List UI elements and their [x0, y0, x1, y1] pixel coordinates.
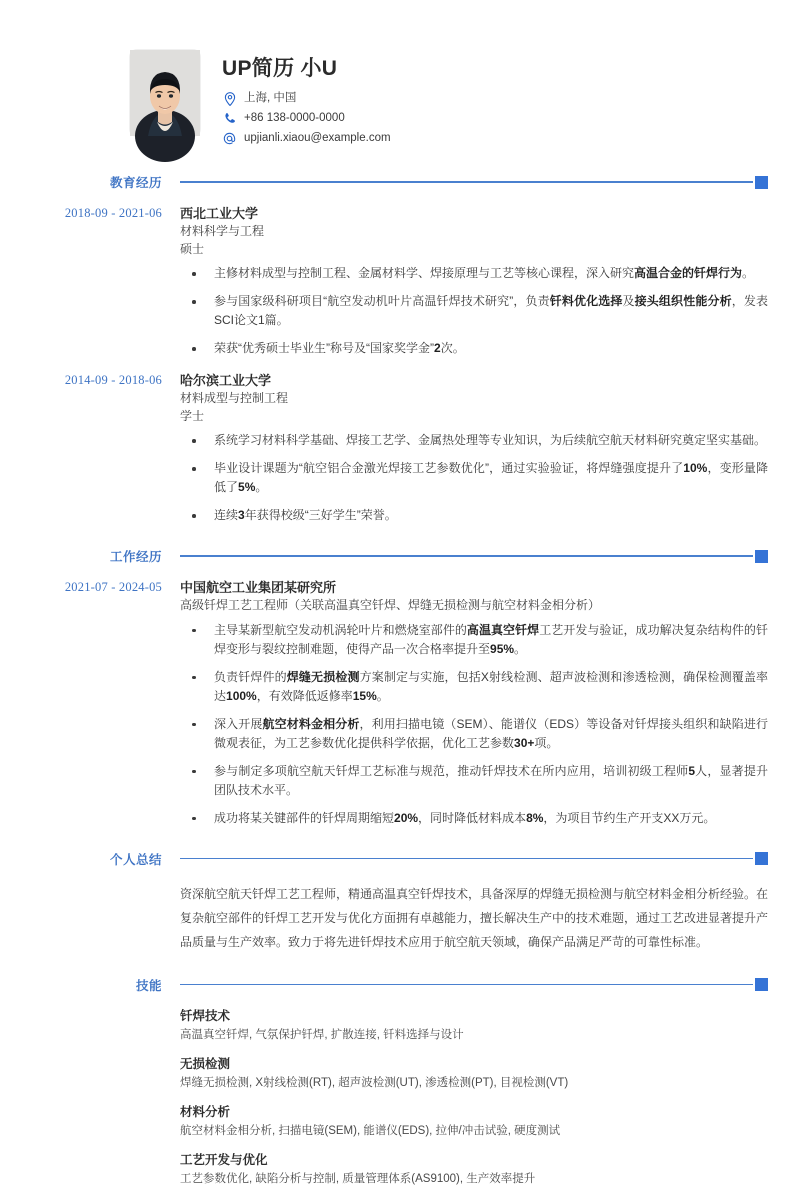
list-item: 负责钎焊件的焊缝无损检测方案制定与实施，包括X射线检测、超声波检测和渗透检测，确保检测覆盖率达100%，有效降低返修率15%。	[180, 668, 768, 706]
education-entry-date: 2014-09 - 2018-06	[64, 373, 162, 387]
avatar	[130, 50, 200, 136]
education-major: 材料科学与工程	[180, 224, 265, 238]
section-label-skills: 技能	[135, 978, 162, 993]
skills-body	[180, 1007, 768, 1188]
skill-group-name: 工艺开发与优化	[180, 1152, 268, 1167]
work-job-title: 高级钎焊工艺工程师（关联高温真空钎焊、焊缝无损检测与航空材料金相分析）	[180, 598, 601, 612]
section-divider	[180, 858, 753, 860]
resume-header	[0, 0, 800, 151]
section-label-education: 教育经历	[109, 176, 162, 190]
education-entry-body	[180, 372, 768, 525]
skill-group-name: 钎焊技术	[180, 1008, 231, 1023]
skill-group-items: 航空材料金相分析, 扫描电镜(SEM), 能谱仪(EDS), 拉伸/冲击试验, 硬度测试	[180, 1124, 561, 1137]
list-item: 参与国家级科研项目“航空发动机叶片高温钎焊技术研究”，负责钎料优化选择及接头组织性能分析，发表SCI论文1篇。	[180, 292, 768, 330]
section-accent-square	[755, 978, 768, 991]
contact-phone	[222, 111, 391, 126]
skill-group-items: 焊缝无损检测, X射线检测(RT), 超声波检测(UT), 渗透检测(PT), 目视检测(VT)	[180, 1076, 569, 1089]
work-entry-body	[180, 579, 768, 828]
contact-phone-text: +86 138-0000-0000	[244, 112, 345, 124]
section-label-work: 工作经历	[109, 550, 162, 564]
list-item: 连续3年获得校级“三好学生”荣誉。	[180, 506, 768, 525]
list-item: 主修材料成型与控制工程、金属材料学、焊接原理与工艺等核心课程，深入研究高温合金的钎焊行为。	[180, 264, 768, 283]
work-entry	[0, 579, 800, 828]
section-divider	[180, 555, 753, 557]
list-item: 系统学习材料科学基础、焊接工艺学、金属热处理等专业知识，为后续航空航天材料研究奠定坚实基础。	[180, 431, 768, 450]
header-info	[222, 50, 391, 151]
skills-gutter	[0, 1007, 180, 1188]
skill-group	[180, 1055, 768, 1092]
section-header-skills	[0, 976, 800, 994]
skill-group-items: 工艺参数优化, 缺陷分析与控制, 质量管理体系(AS9100), 生产效率提升	[180, 1172, 536, 1185]
education-degree: 学士	[180, 408, 205, 423]
education-bullet-list	[180, 431, 768, 525]
list-item: 荣获“优秀硕士毕业生”称号及“国家奖学金”2次。	[180, 339, 768, 358]
work-bullet-list	[180, 621, 768, 828]
work-entry-date: 2021-07 - 2024-05	[64, 580, 162, 594]
education-entry	[0, 205, 800, 358]
contact-location-text: 上海, 中国	[244, 92, 297, 104]
page-title: UP简历 小U	[222, 57, 338, 80]
location-pin-icon	[222, 91, 237, 106]
skill-group-name: 无损检测	[180, 1056, 231, 1071]
contact-email-text: upjianli.xiaou@example.com	[244, 132, 391, 144]
list-item: 深入开展航空材料金相分析，利用扫描电镜（SEM）、能谱仪（EDS）等设备对钎焊接头组织和缺陷进行微观表征，为工艺参数优化提供科学依据，优化工艺参数30+项。	[180, 715, 768, 753]
list-item: 参与制定多项航空航天钎焊工艺标准与规范，推动钎焊技术在所内应用，培训初级工程师5人，显著提升团队技术水平。	[180, 762, 768, 800]
education-entry-date: 2018-09 - 2021-06	[64, 206, 162, 220]
education-entry	[0, 372, 800, 525]
education-school-name: 哈尔滨工业大学	[180, 373, 272, 388]
list-item: 毕业设计课题为“航空铝合金激光焊接工艺参数优化”，通过实验验证，将焊缝强度提升了10%，变形量降低了5%。	[180, 459, 768, 497]
education-major: 材料成型与控制工程	[180, 391, 289, 405]
skill-group	[180, 1103, 768, 1140]
education-bullet-list	[180, 264, 768, 358]
education-entry-body	[180, 205, 768, 358]
education-degree: 硕士	[180, 241, 205, 256]
skill-group-items: 高温真空钎焊, 气氛保护钎焊, 扩散连接, 钎料选择与设计	[180, 1028, 464, 1041]
section-label-summary: 个人总结	[109, 852, 162, 867]
skill-group-name: 材料分析	[180, 1104, 231, 1119]
list-item: 成功将某关键部件的钎焊周期缩短20%，同时降低材料成本8%，为项目节约生产开支XX万元。	[180, 809, 768, 828]
section-accent-square	[755, 852, 768, 865]
work-company-name: 中国航空工业集团某研究所	[180, 580, 337, 595]
skill-group	[180, 1151, 768, 1188]
summary-gutter	[0, 882, 180, 954]
section-header-work	[0, 547, 800, 565]
education-school-name: 西北工业大学	[180, 206, 259, 221]
email-at-icon	[222, 131, 237, 146]
list-item: 主导某新型航空发动机涡轮叶片和燃烧室部件的高温真空钎焊工艺开发与验证，成功解决复杂结构件的钎焊变形与裂纹控制难题，使得产品一次合格率提升至95%。	[180, 621, 768, 659]
section-accent-square	[755, 176, 768, 189]
summary-text: 资深航空航天钎焊工艺工程师，精通高温真空钎焊技术，具备深厚的焊缝无损检测与航空材料金相分析经验。在复杂航空部件的钎焊工艺开发与优化方面拥有卓越能力，擅长解决生产中的技术难题，通过工艺改进显著提升产品质量与生产效率。致力于将先进钎焊技术应用于航空航天领域，确保产品满足严苛的可靠性标准。	[180, 886, 769, 949]
skill-group	[180, 1007, 768, 1044]
skills-row	[0, 1007, 800, 1188]
summary-row	[0, 882, 800, 954]
section-divider	[180, 984, 753, 986]
contact-location	[222, 91, 391, 106]
contact-email	[222, 131, 391, 146]
section-accent-square	[755, 550, 768, 563]
section-divider	[180, 181, 753, 183]
phone-icon	[222, 111, 237, 126]
section-header-summary	[0, 850, 800, 868]
section-header-education	[0, 173, 800, 191]
